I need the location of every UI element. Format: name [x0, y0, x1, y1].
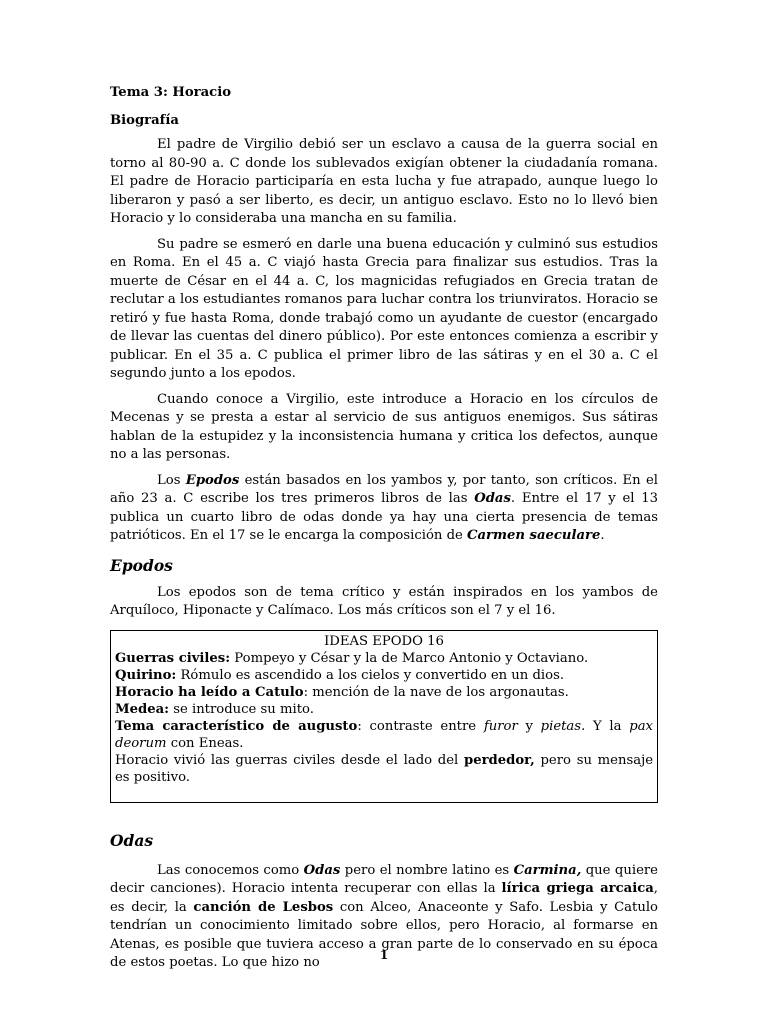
bold-text: Quirino:	[115, 667, 177, 683]
page-number: 1	[379, 948, 389, 962]
section-heading-odas: Odas	[110, 830, 154, 850]
bold-text: Medea:	[115, 701, 170, 717]
section-heading-epodos: Epodos	[110, 555, 173, 575]
bold-text: Guerras civiles:	[115, 650, 231, 666]
text-run: se introduce su mito.	[169, 701, 314, 717]
text-run: . Y la	[581, 718, 630, 734]
document-body	[110, 82, 658, 973]
box-line	[115, 684, 653, 701]
bold-text: Horacio ha leído a Catulo	[115, 684, 304, 700]
text-run: pero el nombre latino es	[340, 862, 514, 878]
paragraph	[110, 472, 658, 546]
ideas-box	[110, 630, 658, 803]
text-run: Las conocemos como	[157, 862, 304, 878]
text-run: con Eneas.	[166, 735, 244, 751]
box-line	[115, 701, 653, 718]
italic-text: pietas	[540, 718, 582, 734]
text-run: Los	[157, 472, 186, 488]
box-line	[115, 667, 653, 684]
text-run: pero su mensaje es positivo.	[115, 752, 653, 785]
text-run: con Alceo, Anaceonte y Safo. Lesbia y Catulo tendrían un conocimiento limitado sobre ellos, pero Horacio, al formarse en Atenas, es posible que tuviera acceso a gran parte de lo conservado en su época de estos poetas. Lo que hizo no	[110, 899, 658, 970]
emphasis-text: Epodos	[185, 472, 240, 488]
emphasis-text: Carmina,	[513, 862, 582, 878]
box-line	[115, 752, 653, 786]
text-run: , es decir, la	[110, 881, 658, 915]
bold-text: lírica griega arcaica	[501, 881, 654, 896]
box-line	[115, 650, 653, 667]
document-title: Tema 3: Horacio	[110, 85, 231, 100]
text-run: Horacio vivió las guerras civiles desde el lado del	[115, 752, 464, 768]
paragraph: Los epodos son de tema crítico y están inspirados en los yambos de Arquíloco, Hiponacte y Calímaco. Los más críticos son el 7 y el 16.	[110, 584, 658, 618]
text-run: Rómulo es ascendido a los cielos y convertido en un dios.	[176, 667, 565, 683]
emphasis-text: Odas	[303, 862, 341, 878]
box-line	[115, 718, 653, 752]
text-run: están basados en los yambos y, por tanto, son críticos. En el año 23 a. C escribe los tres primeros libros de las	[110, 472, 658, 506]
italic-text: furor	[483, 718, 518, 734]
paragraph: El padre de Virgilio debió ser un esclavo a causa de la guerra social en torno al 80-90 a. C donde los sublevados exigían obtener la ciudadanía romana. El padre de Horacio participaría en esta lucha y fue atrapado, aunque luego lo liberaron y pasó a ser liberto, es decir, un antiguo esclavo. Esto no lo llevó bien Horacio y lo consideraba una mancha en su familia.	[110, 137, 658, 226]
text-run: Pompeyo y César y la de Marco Antonio y Octaviano.	[230, 650, 589, 666]
text-run: : mención de la nave de los argonautas.	[303, 684, 569, 700]
section-heading-biografia: Biografía	[110, 112, 179, 128]
bold-text: perdedor,	[463, 752, 535, 768]
text-run: .	[600, 528, 605, 543]
emphasis-text: Carmen saeculare	[467, 528, 601, 543]
paragraph: Su padre se esmeró en darle una buena educación y culminó sus estudios en Roma. En el 45 a. C viajó hasta Grecia para finalizar sus estudios. Tras la muerte de César en el 44 a. C, los magnicidas refugiados en Grecia tratan de reclutar a los estudiantes romanos para luchar contra los triunviratos. Horacio se retiró y fue hasta Roma, donde trabajó como un ayudante de cuestor (encargado de llevar las cuentas del dinero público). Por este entonces comienza a escribir y publicar. En el 35 a. C publica el primer libro de las sátiras y en el 30 a. C el segundo junto a los epodos.	[110, 236, 658, 381]
bold-text: canción de Lesbos	[193, 899, 334, 915]
text-run: y	[517, 718, 541, 734]
paragraph: Cuando conoce a Virgilio, este introduce a Horacio en los círculos de Mecenas y se presta a estar al servicio de sus antiguos enemigos. Sus sátiras hablan de la estupidez y la inconsistencia humana y critica los defectos, aunque no a las personas.	[110, 391, 658, 462]
box-title: IDEAS EPODO 16	[324, 633, 444, 649]
text-run: : contraste entre	[357, 718, 484, 734]
text-run: . Entre el 17 y el 13 publica un cuarto libro de odas donde ya hay una cierta presencia de temas patrióticos. En el 17 se le encarga la composición de	[110, 491, 658, 543]
emphasis-text: Odas	[474, 491, 511, 506]
italic-text: pax deorum	[115, 718, 653, 751]
bold-text: Tema característico de augusto	[115, 718, 358, 734]
text-run: que quiere decir canciones). Horacio intenta recuperar con ellas la	[110, 862, 658, 896]
